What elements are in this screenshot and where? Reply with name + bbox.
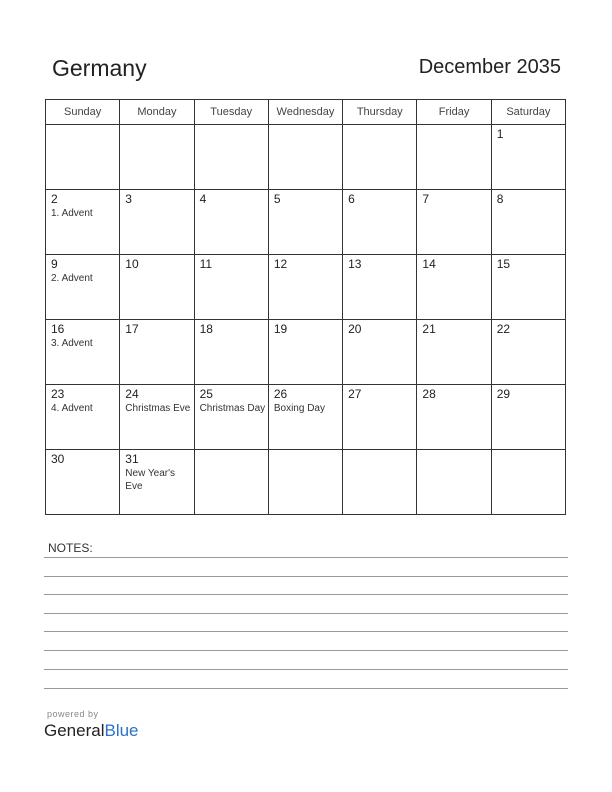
day-number: 2: [51, 192, 58, 206]
weekday-header-row: [46, 100, 566, 125]
day-cell: [194, 125, 268, 190]
holiday-label: [120, 128, 193, 129]
holiday-label: [343, 128, 416, 129]
holiday-label: [492, 141, 565, 142]
week-row: [46, 125, 566, 190]
country-title: Germany: [52, 55, 147, 81]
day-number: 3: [125, 192, 132, 206]
day-cell: [491, 125, 565, 190]
day-cell: [46, 320, 120, 385]
day-cell: [46, 190, 120, 255]
day-cell: [46, 385, 120, 450]
week-row: [46, 385, 566, 450]
holiday-label: [417, 401, 490, 402]
holiday-label: [269, 271, 342, 272]
day-number: 14: [422, 257, 436, 271]
weekday-monday: Monday: [120, 100, 194, 125]
day-number: 20: [348, 322, 362, 336]
calendar-grid: [45, 99, 566, 515]
day-number: 12: [273, 257, 288, 271]
notes-line: [44, 669, 568, 670]
holiday-label: [195, 271, 268, 272]
day-cell: [46, 125, 120, 190]
day-cell: [268, 320, 342, 385]
holiday-label: [195, 453, 268, 454]
holiday-label: [492, 401, 565, 402]
day-number: 15: [496, 257, 511, 271]
day-number: 7: [422, 192, 430, 206]
day-cell: [268, 385, 342, 450]
day-cell: [194, 385, 268, 450]
holiday-label: [269, 206, 342, 207]
weekday-saturday: Saturday: [491, 100, 565, 125]
day-number: 11: [199, 257, 213, 271]
day-cell: [268, 125, 342, 190]
brand-general: General: [44, 721, 105, 740]
day-cell: [417, 450, 491, 515]
day-number: 13: [348, 257, 362, 271]
day-cell: [268, 255, 342, 320]
day-number: 21: [422, 322, 436, 336]
day-number: 29: [496, 387, 511, 401]
holiday-label: [46, 466, 119, 467]
day-cell: [491, 190, 565, 255]
day-number: 18: [199, 322, 213, 336]
day-number: 28: [422, 387, 436, 401]
holiday-label: [269, 453, 342, 454]
notes-label: NOTES:: [48, 541, 93, 555]
day-cell: [343, 320, 417, 385]
brand-blue: Blue: [104, 721, 139, 740]
day-cell: [417, 385, 491, 450]
notes-line: [44, 613, 568, 614]
day-number: 10: [125, 257, 139, 271]
holiday-label: 4. Advent: [51, 403, 93, 414]
day-number: 4: [199, 192, 207, 206]
day-cell: [343, 190, 417, 255]
powered-by-text: powered by: [47, 709, 99, 719]
day-cell: [268, 190, 342, 255]
day-cell: [120, 255, 194, 320]
day-cell: [194, 255, 268, 320]
month-title: December 2035: [418, 56, 561, 78]
weekday-sunday: Sunday: [46, 100, 120, 125]
holiday-label: [492, 453, 565, 454]
day-number: 19: [273, 322, 288, 336]
day-number: 6: [348, 192, 355, 206]
day-cell: [343, 385, 417, 450]
holiday-label: 1. Advent: [51, 208, 93, 219]
day-cell: [194, 450, 268, 515]
weekday-wednesday: Wednesday: [268, 100, 342, 125]
holiday-label: [492, 336, 565, 337]
holiday-label: [269, 128, 342, 129]
day-cell: [46, 450, 120, 515]
day-number: 25: [199, 387, 213, 401]
holiday-label: [195, 128, 268, 129]
day-cell: [417, 320, 491, 385]
holiday-label: [343, 453, 416, 454]
holiday-label: [195, 206, 268, 207]
notes-line: [44, 631, 568, 632]
day-cell: [268, 450, 342, 515]
weekday-friday: Friday: [417, 100, 491, 125]
day-cell: [194, 320, 268, 385]
holiday-label: 2. Advent: [51, 273, 93, 284]
day-number: 22: [496, 322, 511, 336]
day-cell: [343, 125, 417, 190]
week-row: [46, 320, 566, 385]
holiday-label: 3. Advent: [51, 338, 93, 349]
notes-line: [44, 557, 568, 558]
day-number: 9: [51, 257, 58, 271]
day-cell: [343, 450, 417, 515]
day-number: 16: [51, 322, 65, 336]
holiday-label: [492, 206, 565, 207]
day-number: 24: [125, 387, 139, 401]
day-cell: [417, 125, 491, 190]
week-row: [46, 190, 566, 255]
holiday-label: [492, 271, 565, 272]
day-cell: [120, 450, 194, 515]
holiday-label: [120, 271, 193, 272]
holiday-label: [269, 336, 342, 337]
holiday-label: [417, 271, 490, 272]
holiday-label: Christmas Day: [199, 403, 266, 414]
weekday-thursday: Thursday: [343, 100, 417, 125]
day-cell: [120, 385, 194, 450]
calendar-body: [46, 125, 566, 515]
day-cell: [491, 450, 565, 515]
holiday-label: [417, 336, 490, 337]
holiday-label: [343, 336, 416, 337]
notes-line: [44, 576, 568, 577]
day-number: 23: [51, 387, 65, 401]
week-row: [46, 450, 566, 515]
day-number: 31: [125, 452, 139, 466]
holiday-label: [343, 271, 416, 272]
holiday-label: [417, 128, 490, 129]
holiday-label: [120, 336, 193, 337]
holiday-label: [195, 336, 268, 337]
holiday-label: [417, 206, 490, 207]
day-number: 27: [348, 387, 362, 401]
day-number: 5: [273, 192, 281, 206]
notes-line: [44, 650, 568, 651]
holiday-label: New Year's Eve: [125, 468, 175, 492]
day-number: 26: [273, 387, 288, 401]
holiday-label: Boxing Day: [273, 403, 325, 414]
day-cell: [417, 255, 491, 320]
holiday-label: [343, 206, 416, 207]
day-cell: [491, 320, 565, 385]
week-row: [46, 255, 566, 320]
holiday-label: [46, 128, 119, 129]
holiday-label: [343, 401, 416, 402]
day-number: 30: [51, 452, 65, 466]
day-cell: [491, 255, 565, 320]
generalblue-logo[interactable]: [44, 721, 139, 741]
holiday-label: Christmas Eve: [125, 403, 191, 414]
day-cell: [46, 255, 120, 320]
day-number: 17: [125, 322, 139, 336]
holiday-label: [120, 206, 193, 207]
day-cell: [417, 190, 491, 255]
day-cell: [343, 255, 417, 320]
weekday-tuesday: Tuesday: [194, 100, 268, 125]
holiday-label: [417, 453, 490, 454]
day-number: 1: [496, 127, 504, 141]
notes-line: [44, 688, 568, 689]
day-cell: [194, 190, 268, 255]
day-number: 8: [496, 192, 504, 206]
day-cell: [491, 385, 565, 450]
day-cell: [120, 190, 194, 255]
notes-line: [44, 594, 568, 595]
day-cell: [120, 125, 194, 190]
day-cell: [120, 320, 194, 385]
